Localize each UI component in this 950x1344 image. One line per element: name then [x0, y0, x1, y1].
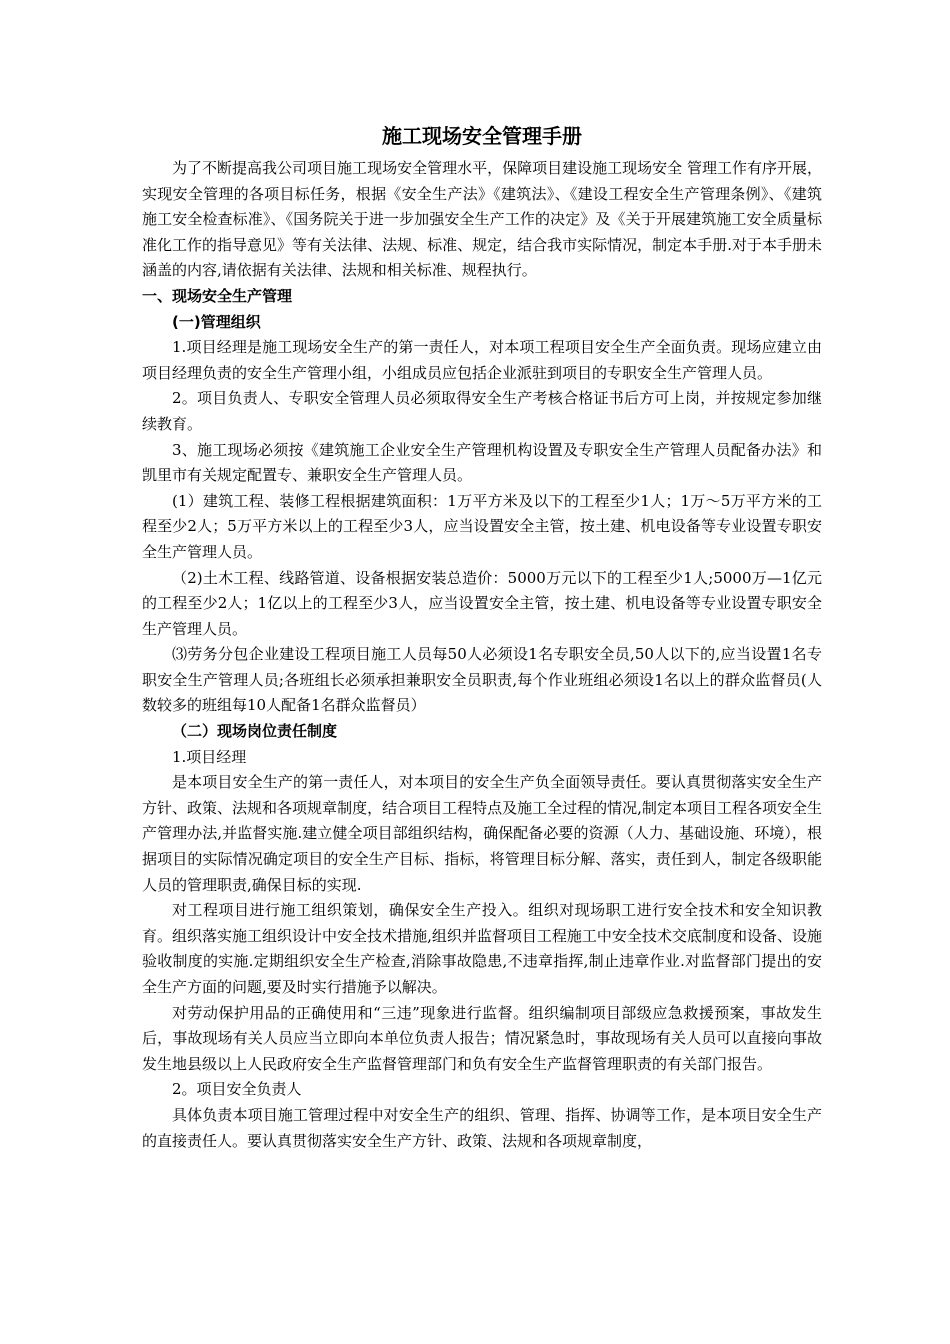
paragraph: 对工程项目进行施工组织策划，确保安全生产投入。组织对现场职工进行安全技术和安全知识教育。组织落实施工组织设计中安全技术措施,组织并监督项目工程施工中安全技术交底制度和设备、设施验收制度的实施.定期组织安全生产检查,消除事故隐患,不违章指挥,制止违章作业.对监督部门提出的安全生产方面的问题,要及时实行措施予以解决。: [142, 901, 822, 996]
item-title: 1.项目经理: [172, 747, 247, 766]
paragraph: (1）建筑工程、装修工程根据建筑面积：1万平方米及以下的工程至少1人；1万～5万平方米的工程至少2人；5万平方米以上的工程至少3人，应当设置安全主管，按土建、机电设备等专业设置专职安全生产管理人员。: [142, 491, 822, 561]
paragraph: 1.项目经理是施工现场安全生产的第一责任人，对本项工程项目安全生产全面负责。现场应建立由项目经理负责的安全生产管理小组，小组成员应包括企业派驻到项目的专职安全生产管理人员。: [142, 338, 822, 382]
paragraph: 是本项目安全生产的第一责任人，对本项目的安全生产负全面领导责任。要认真贯彻落实安全生产方针、政策、法规和各项规章制度，结合项目工程特点及施工全过程的情况,制定本项目工程各项安全生产管理办法,并监督实施.建立健全项目部组织结构，确保配备必要的资源（人力、基础设施、环境），根据项目的实际情况确定项目的安全生产目标、指标，将管理目标分解、落实，责任到人，制定各级职能人员的管理职责,确保目标的实现.: [142, 773, 822, 894]
paragraph: 3、施工现场必须按《建筑施工企业安全生产管理机构设置及专职安全生产管理人员配备办法》和凯里市有关规定配置专、兼职安全生产管理人员。: [142, 440, 822, 485]
intro-paragraph: 为了不断提高我公司项目施工现场安全管理水平，保障项目建设施工现场安全 管理工作有序开展，实现安全管理的各项目标任务，根据《安全生产法》《建筑法》、《建设工程安全生产管理条例》、《建筑施工安全检查标准》、《国务院关于进一步加强安全生产工作的决定》及《关于开展建筑施工安全质量标准化工作的指导意见》等有关法律、法规、标准、规定，结合我市实际情况，制定本手册.对于本手册未涵盖的内容,请依据有关法律、法规和相关标准、规程执行。: [142, 159, 822, 280]
document-page: [142, 118, 822, 1154]
paragraph: 对劳动保护用品的正确使用和“三违”现象进行监督。组织编制项目部级应急救援预案，事故发生后，事故现场有关人员应当立即向本单位负责人报告；情况紧急时，事故现场有关人员可以直接向事故发生地县级以上人民政府安全生产监督管理部门和负有安全生产监督管理职责的有关部门报告。: [142, 1003, 822, 1073]
paragraph: （2)土木工程、线路管道、设备根据安装总造价：5000万元以下的工程至少1人;5000万—1亿元的工程至少2人；1亿以上的工程至少3人，应当设置安全主管，按土建、机电设备等专业设置专职安全生产管理人员。: [142, 568, 822, 638]
paragraph: 具体负责本项目施工管理过程中对安全生产的组织、管理、指挥、协调等工作，是本项目安全生产的直接责任人。要认真贯彻落实安全生产方针、政策、法规和各项规章制度，: [142, 1105, 822, 1150]
paragraph: 2。项目负责人、专职安全管理人员必须取得安全生产考核合格证书后方可上岗，并按规定参加继续教育。: [142, 389, 822, 433]
paragraph: ⑶劳务分包企业建设工程项目施工人员每50人必须设1名专职安全员,50人以下的,应当设置1名专职安全生产管理人员;各班组长必须承担兼职安全员职责,每个作业班组必须设1名以上的群众监督员(人数较多的班组每10人配备1名群众监督员）: [142, 645, 822, 715]
subsection-heading: (一)管理组织: [172, 312, 261, 331]
section-heading: 一、现场安全生产管理: [142, 286, 293, 305]
document-title: 施工现场安全管理手册: [382, 124, 582, 148]
subsection-heading: （二）现场岗位责任制度: [172, 722, 338, 741]
item-title: 2。项目安全负责人: [172, 1080, 302, 1099]
